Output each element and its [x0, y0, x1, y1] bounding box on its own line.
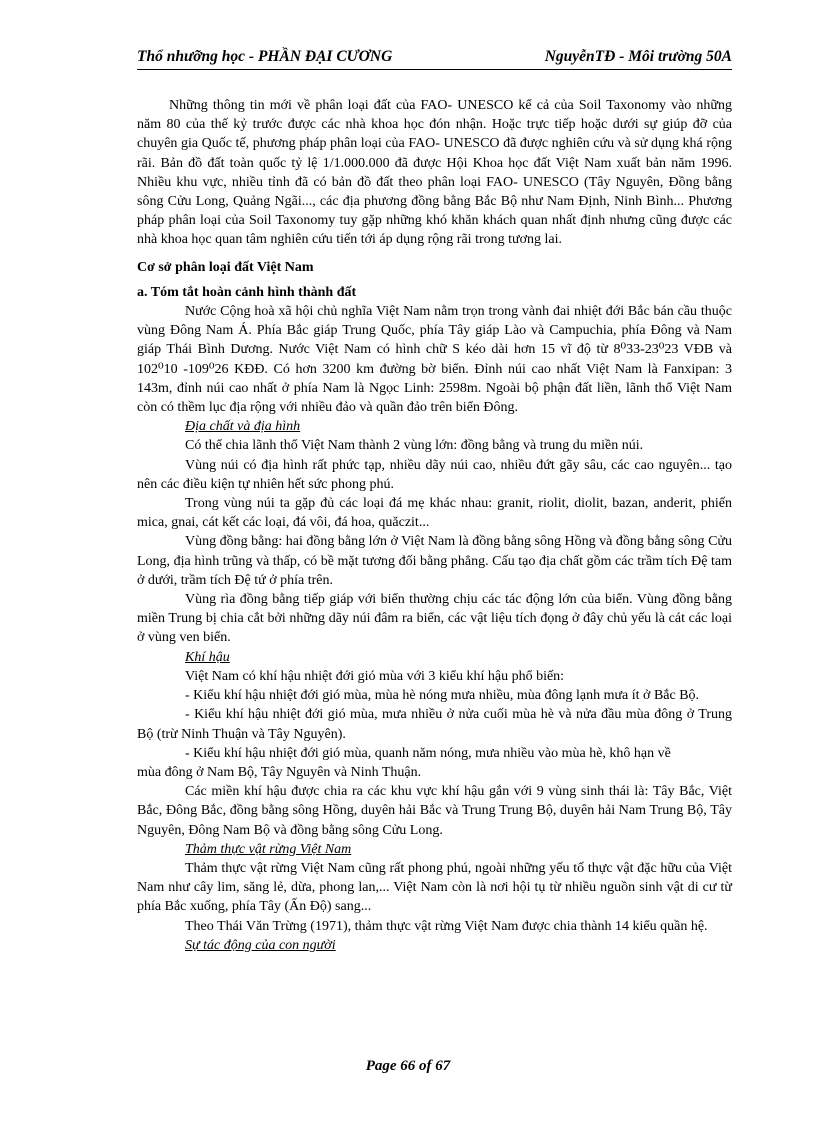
paragraph-location: Nước Cộng hoà xã hội chủ nghĩa Việt Nam nằm trọn trong vành đai nhiệt đới Bắc bán cầu thuộc vùng Đông Nam Á. Phía Bắc giáp Trung Quốc, phía Tây giáp Lào và Campuchia, phía Đông và Nam giáp Thái Bình Dương. Nước Việt Nam có hình chữ S kéo dài hơn 15 vĩ độ từ 8⁰33-23⁰23 VĐB và 102⁰10 -109⁰26 KĐĐ. Có hơn 3200 km đường bờ biển. Đỉnh núi cao nhất Việt Nam là Fanxipan: 3 143m, đỉnh núi cao nhất ở phía Nam là Ngọc Linh: 2598m. Ngoài bộ phận đất liền, lãnh thổ Việt Nam còn có thềm lục địa rộng với nhiều đảo và quần đảo trên biển Đông. — [137, 304, 732, 416]
heading-main: Cơ sở phân loại đất Việt Nam — [137, 259, 314, 275]
subheading-vegetation: Thảm thực vật rừng Việt Nam — [185, 841, 352, 857]
paragraph-clim-4a: - Kiểu khí hậu nhiệt đới gió mùa, quanh năm nóng, mưa nhiều vào mùa hè, khô hạn về — [185, 745, 671, 761]
paragraph-intro: Những thông tin mới về phân loại đất của FAO- UNESCO kể cả của Soil Taxonomy vào những năm 80 của thế kỷ trước được các nhà khoa học đón nhận. Hoặc trực tiếp hoặc dưới sự giúp đỡ của chuyên gia Quốc tế, phương pháp phân loại của FAO- UNESCO đã được nghiên cứu và sử dụng khá rộng rãi. Bản đồ đất toàn quốc tỷ lệ 1/1.000.000 đã được Hội Khoa học đất Việt Nam xuất bản năm 1996. Nhiều khu vực, nhiều tỉnh đã có bản đồ đất theo phân loại FAO- UNESCO (Tây Nguyên, Đồng bằng sông Cửu Long, Quảng Ngãi..., các địa phương đồng bằng Bắc Bộ như Nam Định, Ninh Bình... Phương pháp phân loại của Soil Taxonomy tuy gặp những khó khăn khách quan nhất định nhưng cũng được các nhà khoa học quan tâm nghiên cứu tiến tới áp dụng rộng rãi trong tương lai. — [137, 98, 732, 248]
document-body — [137, 96, 732, 955]
paragraph-geo-5: Vùng rìa đồng bằng tiếp giáp với biển thường chịu các tác động lớn của biển. Vùng đồng bằng miền Trung bị chia cắt bởi những dãy núi đâm ra biển, các vật liệu tích đọng ở đây chủ yếu là cát các loại ở vùng ven biển. — [137, 592, 732, 646]
paragraph-veg-2: Theo Thái Văn Trừng (1971), thảm thực vật rừng Việt Nam được chia thành 14 kiểu quần hệ. — [185, 918, 708, 934]
subheading-climate: Khí hậu — [185, 649, 230, 665]
paragraph-clim-1: Việt Nam có khí hậu nhiệt đới gió mùa với 3 kiểu khí hậu phổ biến: — [185, 668, 565, 684]
paragraph-clim-5: Các miền khí hậu được chia ra các khu vực khí hậu gắn với 9 vùng sinh thái là: Tây Bắc, Việt Bắc, Đông Bắc, đồng bằng sông Hồng, duyên hải Bắc và Trung Trung Bộ, duyên hải Nam Trung Bộ, Tây Nguyên, Đông Nam Bộ và đồng bằng sông Cửu Long. — [137, 784, 732, 838]
paragraph-veg-1: Thảm thực vật rừng Việt Nam cũng rất phong phú, ngoài những yếu tố thực vật đặc hữu của Việt Nam như cây lim, săng lẻ, dừa, phong lan,... Việt Nam còn là nơi hội tụ từ nhiều nguồn sinh vật di cư từ phía Bắc xuống, phía Tây (Ấn Độ) sang... — [137, 860, 732, 915]
paragraph-clim-3: - Kiểu khí hậu nhiệt đới gió mùa, mưa nhiều ở nửa cuối mùa hè và nửa đầu mùa đông ở Trung Bộ (trừ Ninh Thuận và Tây Nguyên). — [137, 707, 732, 742]
heading-a: a. Tóm tắt hoàn cảnh hình thành đất — [137, 284, 357, 300]
paragraph-geo-2: Vùng núi có địa hình rất phức tạp, nhiều dãy núi cao, nhiều đứt gãy sâu, các cao nguyên... tạo nên các điều kiện tự nhiên hết sức phong phú. — [137, 457, 732, 492]
paragraph-geo-1: Có thể chia lãnh thổ Việt Nam thành 2 vùng lớn: đồng bằng và trung du miền núi. — [185, 438, 644, 454]
header-left: Thổ nhưỡng học - PHẦN ĐẠI CƯƠNG — [137, 48, 393, 65]
paragraph-clim-4b: mùa đông ở Nam Bộ, Tây Nguyên và Ninh Thuận. — [137, 764, 422, 780]
paragraph-geo-4: Vùng đồng bằng: hai đồng bằng lớn ở Việt Nam là đồng bằng sông Hồng và đồng bằng sông Cửu Long, địa hình trũng và thấp, có bề mặt tương đối bằng phẳng. Cấu tạo địa chất gồm các trầm tích Đệ tam ở dưới, trầm tích Đệ tứ ở phía trên. — [137, 534, 732, 588]
subheading-geology: Địa chất và địa hình — [185, 419, 301, 435]
page-number: Page 66 of 67 — [365, 1058, 451, 1074]
page-footer — [0, 1058, 816, 1075]
header-right: NguyễnTĐ - Môi trường 50A — [544, 48, 732, 65]
paragraph-geo-3: Trong vùng núi ta gặp đủ các loại đá mẹ khác nhau: granit, riolit, diolit, bazan, anderit, phiến mica, gnai, cát kết các loại, đá vôi, đá hoa, quăczit... — [137, 496, 732, 531]
subheading-human: Sự tác động của con người — [185, 937, 336, 953]
paragraph-clim-2: - Kiểu khí hậu nhiệt đới gió mùa, mùa hè nóng mưa nhiều, mùa đông lạnh mưa ít ở Bắc Bộ. — [185, 688, 700, 704]
page-header — [137, 48, 732, 70]
